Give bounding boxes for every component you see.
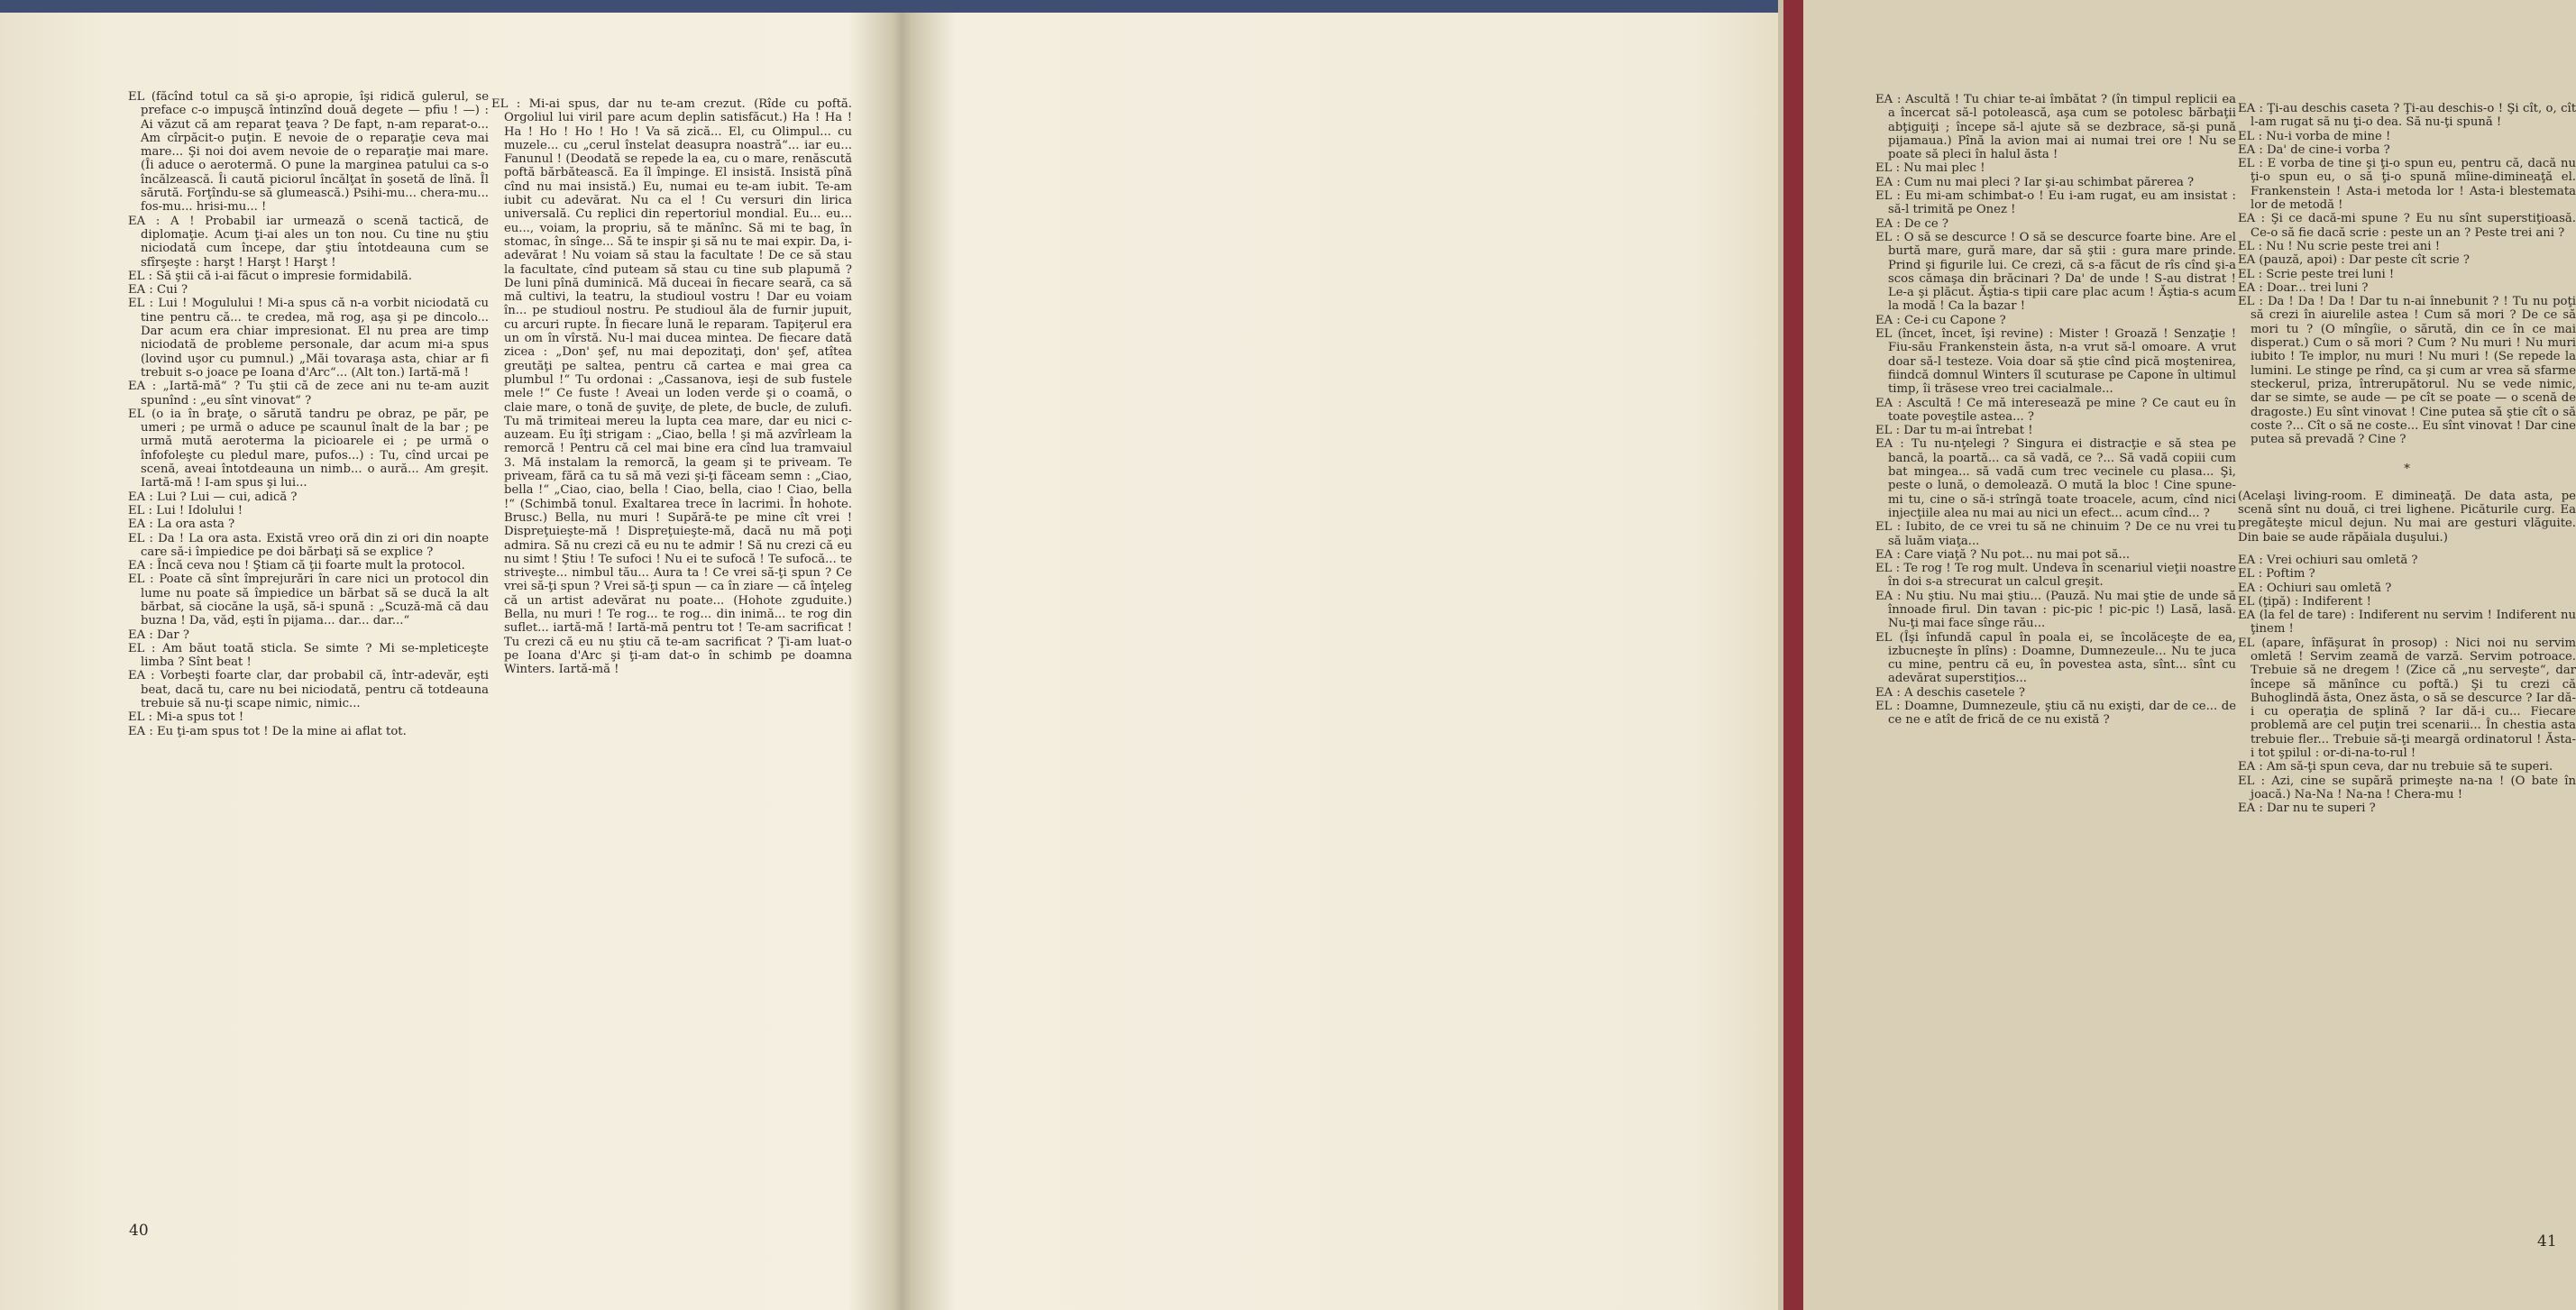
text-line: EL : Eu mi-am schimbat-o ! Eu i-am rugat, eu am insistat : să-l trimită pe Onez ! [1875, 189, 2236, 217]
text-line: EL : Să ştii că i-ai făcut o impresie formidabilă. [128, 269, 412, 283]
text-line: EL : Nu mai plec ! [1875, 161, 1985, 176]
text-line: EL : Nu-i vorba de mine ! [2238, 129, 2391, 143]
page-number-right: 41 [2537, 1232, 2557, 1250]
text-line: EA : A deschis casetele ? [1875, 685, 2025, 700]
text-line: EA : Da' de cine-i vorba ? [2238, 142, 2390, 157]
text-line: EL : Da ! Da ! Da ! Dar tu n-ai înnebunit ? ! Tu nu poţi să crezi în aiurelile astea ! Cum să mori ? De ce să mori tu ? (O mîngîie, o sărută, din ce în ce mai disperat.) Cum o să mori ? Cum ? Nu muri ! Nu muri iubito ! Te implor, nu muri ! Nu muri ! (Se repede la lumini. Le stinge pe rînd, ca şi cum ar vrea să sfarme steckerul, priza, întrerupătorul. Nu se vede nimic, dar se simte, se aude — pe cît se poate — o scenă de dragoste.) Eu sînt vinovat ! Cine putea să ştie cît o să coste ?... Cît o să ne coste... Eu sînt vinovat ! Dar cine putea să prevadă ? Cine ? [2238, 295, 2576, 447]
text-line: EL : Te rog ! Te rog mult. Undeva în scenariul vieţii noastre în doi s-a strecurat un calcul greşit. [1875, 562, 2236, 590]
text-line: EA : Nu ştiu. Nu mai ştiu... (Pauză. Nu mai ştie de unde să înnoade firul. Din tavan : pic-pic ! pic-pic !) Lasă, lasă. Nu-ţi mai face sînge rău... [1875, 589, 2236, 631]
text-line: EA : Dar nu te superi ? [2238, 802, 2376, 816]
text-line: EA : Care viaţă ? Nu pot... nu mai pot să... [1875, 547, 2131, 562]
text-line: EL : Lui ! Mogulului ! Mi-a spus că n-a vorbit niciodată cu tine pentru că... te credea, mă rog, aşa şi pe dincolo... Dar acum era chiar impresionat. El nu prea are timp niciodată de probleme personale, dar acum mi-a spus (lovind uşor cu pumnul.) „Măi tovaraşa asta, chiar ar fi trebuit s-o joace pe Ioana d'Arc“... (Alt ton.) Iartă-mă ! [128, 297, 489, 380]
text-line: EL : Mi-ai spus, dar nu te-am crezut. (Rîde cu poftă. Orgoliul lui viril pare acum deplin satisfăcut.) Ha ! Ha ! Ha ! Ho ! Ho ! Ho ! Va să zică... El, cu Olimpul... cu muzele... cu „cerul înstelat deasupra noastră“... iar eu... Fanunul ! (Deodată se repede la ea, cu o mare, renăscută poftă bărbătească. Ea îl împinge. El insistă. Insistă pînă cînd nu mai insistă.) Eu, numai eu te-am iubit. Te-am iubit cu adevărat. Nu ca el ! Cu versuri din lirica universală. Cu replici din repertoriul mondial. Eu... eu... eu..., voiam, la propriu, să te mănînc. Să mi te bag, în stomac, în sînge... Să te inspir şi să nu te mai expir. Da, i-adevărat ! Nu voiam să stau la facultate ! De ce să stau la facultate, cînd puteam să stau cu tine sub plapumă ? De luni pînă duminică. Mă duceai în fiecare seară, ca să mă cultivi, la teatru, la studioul vostru ! Dar eu voiam în... pe studioul nostru. Pe studioul ăla de furnir jupuit, cu arcuri rupte. În fiecare lună le reparam. Tapiţerul era un om în vîrstă. Nu-l mai ducea mintea. De fiecare dată zicea : „Don' şef, nu mai depozitaţi, don' şef, atîtea greutăţi pe saltea, pentru că cartea e mai grea ca plumbul !“ Tu ordonai : „Cassanova, ieşi de sub fustele mele !“ Ce fuste ! Aveai un loden verde şi o coamă, o claie mare, o tonă de şuviţe, de plete, de bucle, de zulufi. Tu mă trimiteai mereu la lupta cea mare, dar eu nici c-auzeam. Eu îţi strigam : „Ciao, bella ! şi mă azvîrleam la remorcă ! Pentru că cel mai bine era cînd lua tramvaiul 3. Mă instalam la remorcă, la geam şi te priveam. Te priveam, fără ca tu să mă vezi şi-ţi făceam semn : „Ciao, bella !“ „Ciao, ciao, bella ! Ciao, bella, ciao ! Ciao, bella !“ (Schimbă tonul. Exaltarea trece în lacrimi. În hohote. Brusc.) Bella, nu muri ! Supără-te pe mine cît vrei ! Dispreţuieşte-mă ! Dispreţuieşte-mă, dacă nu mă poţi admira. Să nu crezi că eu nu te admir ! Să nu crezi că eu nu simt ! Ştiu ! Te sufoci ! Nu ei te sufocă ! Te sufocă... te striveşte... nimbul tău... Aura ta ! Ce vrei să-ţi spun ? Ce vrei să-ţi spun ? Vrei să-ţi spun — ca în ziare — că înţeleg că un artist adevărat nu poate... (Hohote zguduite.) Bella, nu muri ! Te rog... te rog... din inimă... te rog din suflet... iartă-mă ! Iartă-mă pentru tot ! Te-am sacrificat ! Tu crezi că eu nu ştiu că te-am sacrificat ? Ţi-am luat-o pe Ioana d'Arc şi ţi-am dat-o în schimb pe doamna Winters. Iartă-mă ! [491, 97, 852, 677]
text-line: EL : Da ! La ora asta. Există vreo oră din zi ori din noapte care să-i împiedice pe doi bărbaţi să se explice ? [128, 531, 489, 559]
right-page [902, 0, 2576, 1310]
text-line: EA : Ascultă ! Tu chiar te-ai îmbătat ? (în timpul replicii ea a încercat să-l potolească, aşa cum se potolesc bărbaţii abţiguiţi ; începe să-l ajute să se dezbrace, să-şi pună pijamaua.) Pînă la avion mai ai numai trei ore ! Nu se poate să pleci în halul ăsta ! [1875, 93, 2236, 162]
text-line: EA : „Iartă-mă“ ? Tu ştii că de zece ani nu te-am auzit spunînd : „eu sînt vinovat“ ? [128, 380, 489, 408]
stage-direction: (Acelaşi living-room. E dimineaţă. De data asta, pe scenă sînt nu două, ci trei lighene. Picăturile curg. Ea pregăteşte micul dejun. Nu mai are gesturi vlăguite. Din baie se aude răpăiala duşului.) [2238, 489, 2576, 545]
text-line: EA : Am să-ţi spun ceva, dar nu trebuie să te superi. [2238, 760, 2553, 774]
scene-separator: * [2404, 463, 2410, 477]
text-line: EL : E vorba de tine şi ţi-o spun eu, pentru că, dacă nu ţi-o spun eu, o să ţi-o spună mîine-dimineaţă el. Frankenstein ! Asta-i metoda lor ! Asta-i blestemata lor de metodă ! [2238, 157, 2576, 213]
text-line: EL : Scrie peste trei luni ! [2238, 267, 2395, 281]
text-line: EL : Nu ! Nu scrie peste trei ani ! [2238, 239, 2441, 253]
text-line: EL (ţipă) : Indiferent ! [2238, 594, 2371, 609]
text-line: EL : Lui ! Idolului ! [128, 503, 243, 518]
text-line: EL : Iubito, de ce vrei tu să ne chinuim ? De ce nu vrei tu să luăm viaţa... [1875, 520, 2236, 548]
text-line: EL : Poftim ? [2238, 567, 2315, 582]
text-line: EA (pauză, apoi) : Dar peste cît scrie ? [2238, 253, 2470, 268]
text-line: EL (făcînd totul ca să şi-o apropie, îşi ridică gulerul, se preface c-o impuşcă întinzînd două degete — pfiu ! —) : Ai văzut că am reparat ţeava ? De fapt, n-am reparat-o... Am cîrpăcit-o puţin. E nevoie de o reparaţie ceva mai mare... Şi noi doi avem nevoie de o reparaţie mai mare. (Îi aduce o aerotermă. O pune la marginea patului ca s-o încălzească. Îi caută piciorul încălţat în şosetă de lînă. Îl sărută. Forţîndu-se să glumească.) Psihi-mu... chera-mu... fos-mu... hrisi-mu... ! [128, 90, 489, 215]
text-line: EA : Ascultă ! Ce mă interesează pe mine ? Ce caut eu în toate poveştile astea... ? [1875, 396, 2236, 424]
text-line: EL : Am băut toată sticla. Se simte ? Mi se-mpleticeşte limba ? Sînt beat ! [128, 641, 489, 670]
text-line: EL (apare, înfăşurat în prosop) : Nici noi nu servim omletă ! Servim zeamă de varză. Servim potroace. Trebuie să ne dregem ! (Zice că „nu serveşte“, dar începe să mănînce cu poftă.) Şi tu crezi că Buhoglindă ăsta, Onez ăsta, o să se descurce ? Iar dă-i cu operaţia de splină ? Iar dă-i cu... Fiecare problemă are cel puţin trei scenarii... În chestia asta trebuie fler... Trebuie să-ţi meargă ordinatorul ! Ăsta-i tot şpilul : or-di-na-to-rul ! [2238, 636, 2576, 761]
text-line: EA : A ! Probabil iar urmează o scenă tactică, de diplomaţie. Acum ţi-ai ales un ton nou. Cu tine nu ştiu niciodată cum începe, dar ştiu întotdeauna cum se sfîrşeşte : harşt ! Harşt ! Harşt ! [128, 214, 489, 270]
text-line: EL : Azi, cine se supără primeşte na-na ! (O bate în joacă.) Na-Na ! Na-na ! Chera-mu ! [2238, 774, 2576, 802]
text-line: EA : De ce ? [1875, 216, 1948, 231]
text-line: EA : La ora asta ? [128, 518, 235, 532]
text-line: EA : Cui ? [128, 283, 188, 298]
text-line: EA : Ţi-au deschis caseta ? Ţi-au deschis-o ! Şi cît, o, cît l-am rugat să nu ţi-o dea. Să nu-ţi spună ! [2238, 102, 2576, 130]
text-line: EL : Mi-a spus tot ! [128, 710, 244, 725]
text-line: EA : Cum nu mai pleci ? Iar şi-au schimbat părerea ? [1875, 175, 2195, 189]
text-line: EA : Doar... trei luni ? [2238, 280, 2369, 295]
text-line: EL (o ia în braţe, o sărută tandru pe obraz, pe păr, pe umeri ; pe urmă o aduce pe scaunul înalt de la bar ; pe urmă mută aeroterma la picioarele ei ; pe urmă o înfofoleşte cu pledul mare, pufos...) : Tu, cînd urcai pe scenă, aveai întotdeauna un nimb... o aură... Am greşit. Iartă-mă ! I-am spus şi lui... [128, 407, 489, 490]
text-line: EL : Poate că sînt împrejurări în care nici un protocol din lume nu poate să împiedice un bărbat să se ducă la alt bărbat, să ciocăne la uşă, să-i spună : „Scuză-mă că dau buzna ! Da, văd, eşti în pijama... dar... dar...“ [128, 573, 489, 628]
text-line: EA : Lui ? Lui — cui, adică ? [128, 490, 298, 504]
text-line: EA : Vrei ochiuri sau omletă ? [2238, 553, 2418, 567]
text-line: EA (la fel de tare) : Indiferent nu servim ! Indiferent nu ţinem ! [2238, 609, 2576, 637]
page-number-left: 40 [129, 1222, 149, 1240]
text-line: EA : Şi ce dacă-mi spune ? Eu nu sînt superstiţioasă. Ce-o să fie dacă scrie : peste un an ? Peste trei ani ? [2238, 212, 2576, 240]
text-line: EA : Tu nu-nţelegi ? Singura ei distracţie e să stea pe bancă, la poartă... ca să vadă, ce ?... Să vadă copiii cum bat mingea... să vadă cum trec vecinele cu plasa... Şi, peste o lună, o demolează. O mută la bloc ! Cine spune-mi tu, cine o să-i strîngă toate troacele, acum, cînd nici injecţiile alea nu mai au nici un efect... acum cînd... ? [1875, 437, 2236, 520]
text-line: EL : O să se descurce ! O să se descurce foarte bine. Are el burtă mare, gură mare, dar să ştii : gura mare prinde. Prind şi figurile lui. Ce crezi, că s-a făcut de rîs cînd şi-a scos cămaşa din brăcinari ? Da' de unde ! S-au distrat ! Le-a şi plăcut. Ăştia-s tipii care plac acum ! Ăştia-s acum la modă ! Ca la bazar ! [1875, 230, 2236, 314]
text-line: EA : Ochiuri sau omletă ? [2238, 581, 2392, 595]
text-line: EA : Ce-i cu Capone ? [1875, 313, 2006, 327]
right-page-column-1 [1875, 93, 2236, 728]
text-line: EA : Încă ceva nou ! Ştiam că ţii foarte mult la protocol. [128, 559, 465, 573]
text-line: EA : Dar ? [128, 628, 189, 642]
text-line: EL : Dar tu m-ai întrebat ! [1875, 424, 2033, 438]
text-line: EL (încet, încet, îşi revine) : Mister ! Groază ! Senzaţie ! Fiu-său Frankenstein ăsta, n-a vrut să-l omoare. A vrut doar să-l testeze. Voia doar să ştie cînd pică moştenirea, fiindcă domnul Winters îl scuturase pe Capone în ultimul timp, îi trăsese vreo trei cacialmale... [1875, 327, 2236, 397]
text-line: EL : Doamne, Dumnezeule, ştiu că nu exişti, dar de ce... de ce ne e atît de frică de ce nu există ? [1875, 700, 2236, 728]
text-line: EL (Îşi înfundă capul în poala ei, se încolăceşte de ea, izbucneşte în plîns) : Doamne, Dumnezeule... Nu te juca cu mine, pentru că eu, în povestea asta, sînt... sînt cu adevărat superstiţios... [1875, 630, 2236, 686]
left-page-column-2 [491, 97, 852, 676]
left-page-column-1 [128, 90, 489, 738]
text-line: EA : Vorbeşti foarte clar, dar probabil că, într-adevăr, eşti beat, dacă tu, care nu bei niciodată, pentru că totdeauna trebuie să nu-ţi scape nimic, nimic... [128, 669, 489, 711]
right-page-column-2 [2238, 102, 2576, 816]
left-page [0, 0, 893, 1310]
book-cover-right-edge [1783, 0, 1803, 1310]
text-line: EA : Eu ţi-am spus tot ! De la mine ai aflat tot. [128, 724, 407, 738]
